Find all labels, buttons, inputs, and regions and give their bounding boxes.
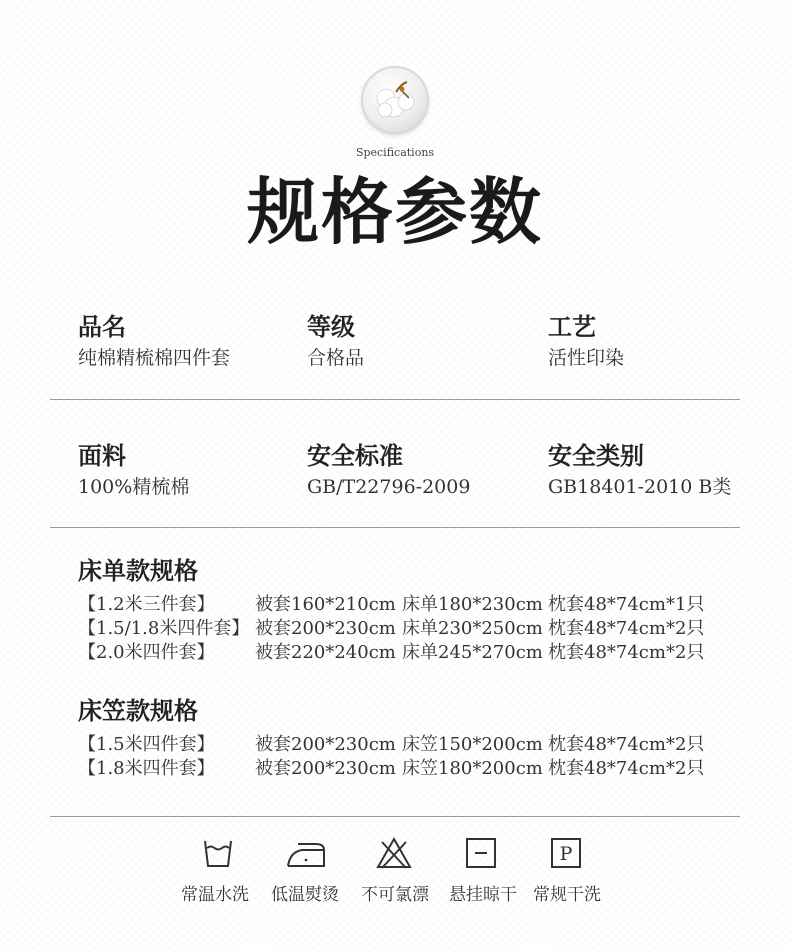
page-title: 规格参数 <box>246 170 543 254</box>
pillow-cell: 枕套48*74cm*2只 <box>548 642 705 663</box>
product-name-value: 纯棉精梳棉四件套 <box>78 347 231 369</box>
fabric-label: 面料 <box>78 442 126 470</box>
care-label: 低温熨烫 <box>271 885 339 905</box>
sheet-cell: 床单245*270cm <box>402 642 543 663</box>
pillow-cell: 枕套48*74cm*1只 <box>548 594 705 615</box>
pillow-cell: 枕套48*74cm*2只 <box>548 758 705 779</box>
safety-category-label: 安全类别 <box>548 442 644 470</box>
size-cell: 【1.2米三件套】 <box>78 594 215 615</box>
divider <box>50 816 740 817</box>
size-cell: 【1.5米四件套】 <box>78 734 215 755</box>
divider <box>50 399 740 400</box>
size-cell: 【2.0米四件套】 <box>78 642 215 663</box>
fitted-sheet-title: 床笠款规格 <box>78 697 198 725</box>
size-cell: 【1.8米四件套】 <box>78 758 215 779</box>
table-row <box>0 617 790 641</box>
hang-dry-icon <box>465 837 497 869</box>
grade-value: 合格品 <box>307 347 365 369</box>
divider <box>50 527 740 528</box>
duvet-cell: 被套160*210cm <box>255 594 396 615</box>
dry-clean-symbol: P <box>559 843 573 865</box>
sheet-cell: 床单180*230cm <box>402 594 543 615</box>
craft-label: 工艺 <box>548 313 596 341</box>
sheet-cell: 床笠180*200cm <box>402 758 543 779</box>
flat-sheet-title: 床单款规格 <box>78 557 198 585</box>
care-label: 常规干洗 <box>533 885 601 905</box>
pillow-cell: 枕套48*74cm*2只 <box>548 734 705 755</box>
iron-icon <box>286 836 326 870</box>
duvet-cell: 被套200*230cm <box>255 734 396 755</box>
duvet-cell: 被套200*230cm <box>255 618 396 639</box>
cotton-flower-icon <box>363 68 427 132</box>
duvet-cell: 被套220*240cm <box>255 642 396 663</box>
table-row <box>0 733 790 757</box>
no-bleach-icon <box>376 836 412 870</box>
sheet-cell: 床笠150*200cm <box>402 734 543 755</box>
fabric-value: 100%精梳棉 <box>78 476 190 498</box>
product-name-label: 品名 <box>78 313 126 341</box>
care-label: 常温水洗 <box>181 885 249 905</box>
pillow-cell: 枕套48*74cm*2只 <box>548 618 705 639</box>
dry-clean-p-icon <box>550 837 582 869</box>
page-subtitle: Specifications <box>355 146 435 159</box>
table-row <box>0 757 790 781</box>
safety-standard-value: GB/T22796-2009 <box>307 476 471 498</box>
grade-label: 等级 <box>307 313 355 341</box>
care-label: 悬挂晾干 <box>449 885 517 905</box>
sheet-cell: 床单230*250cm <box>402 618 543 639</box>
craft-value: 活性印染 <box>548 347 625 369</box>
care-label: 不可氯漂 <box>361 885 429 905</box>
table-row <box>0 593 790 617</box>
size-cell: 【1.5/1.8米四件套】 <box>78 618 250 639</box>
wash-tub-icon <box>201 836 235 870</box>
table-row <box>0 641 790 665</box>
safety-category-value: GB18401-2010 B类 <box>548 476 732 498</box>
safety-standard-label: 安全标准 <box>307 442 403 470</box>
duvet-cell: 被套200*230cm <box>255 758 396 779</box>
